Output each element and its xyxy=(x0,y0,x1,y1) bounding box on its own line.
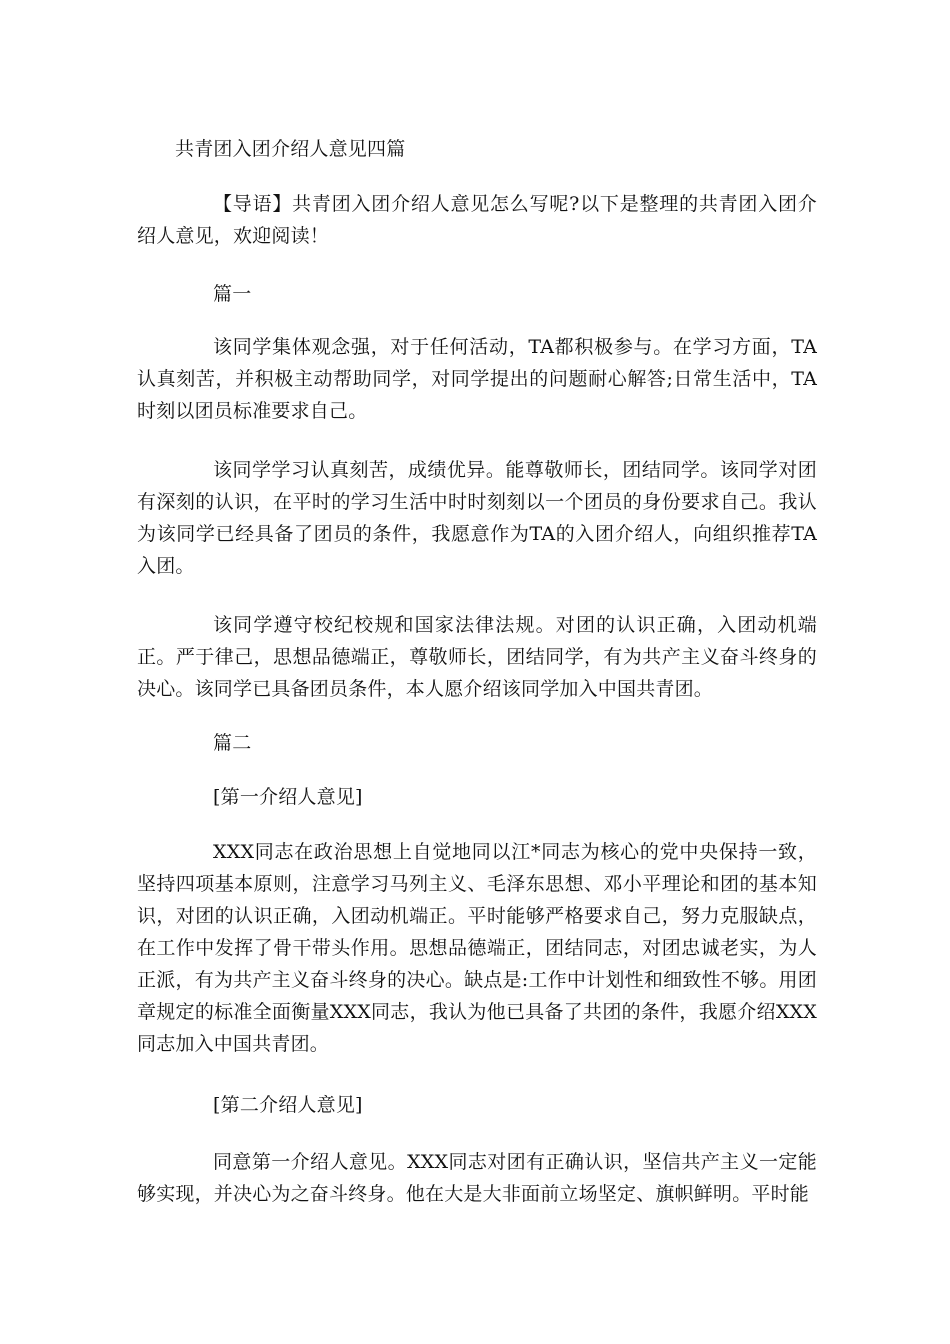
section1-paragraph-2: 该同学学习认真刻苦，成绩优异。能尊敬师长，团结同学。该同学对团有深刻的认识，在平时的学习生活中时时刻刻以一个团员的身份要求自己。我认为该同学已经具备了团员的条件，我愿意作为TA的入团介绍人，向组织推荐TA入团。 xyxy=(137,459,817,577)
section1-paragraph-1: 该同学集体观念强，对于任何活动，TA都积极参与。在学习方面，TA认真刻苦，并积极主动帮助同学，对同学提出的问题耐心解答;日常生活中，TA时刻以团员标准要求自己。 xyxy=(137,336,817,422)
section-heading-1: 篇一 xyxy=(213,283,252,305)
second-introducer-label: [第二介绍人意见] xyxy=(213,1094,363,1116)
document-title: 共青团入团介绍人意见四篇 xyxy=(175,138,406,160)
intro-paragraph: 【导语】共青团入团介绍人意见怎么写呢?以下是整理的共青团入团介绍人意见，欢迎阅读！ xyxy=(137,193,817,247)
second-introducer-opinion: 同意第一介绍人意见。XXX同志对团有正确认识，坚信共产主义一定能够实现，并决心为之奋斗终身。他在大是大非面前立场坚定、旗帜鲜明。平时能 xyxy=(137,1151,817,1205)
section-heading-2: 篇二 xyxy=(213,732,252,754)
section1-paragraph-3: 该同学遵守校纪校规和国家法律法规。对团的认识正确，入团动机端正。严于律己，思想品德端正，尊敬师长，团结同学，有为共产主义奋斗终身的决心。该同学已具备团员条件，本人愿介绍该同学加入中国共青团。 xyxy=(137,614,817,700)
first-introducer-label: [第一介绍人意见] xyxy=(213,786,363,808)
first-introducer-opinion: XXX同志在政治思想上自觉地同以江*同志为核心的党中央保持一致，坚持四项基本原则，注意学习马列主义、毛泽东思想、邓小平理论和团的基本知识，对团的认识正确，入团动机端正。平时能够严格要求自己，努力克服缺点，在工作中发挥了骨干带头作用。思想品德端正，团结同志，对团忠诚老实，为人正派，有为共产主义奋斗终身的决心。缺点是:工作中计划性和细致性不够。用团章规定的标准全面衡量XXX同志，我认为他已具备了共团的条件，我愿介绍XXX同志加入中国共青团。 xyxy=(137,841,817,1055)
